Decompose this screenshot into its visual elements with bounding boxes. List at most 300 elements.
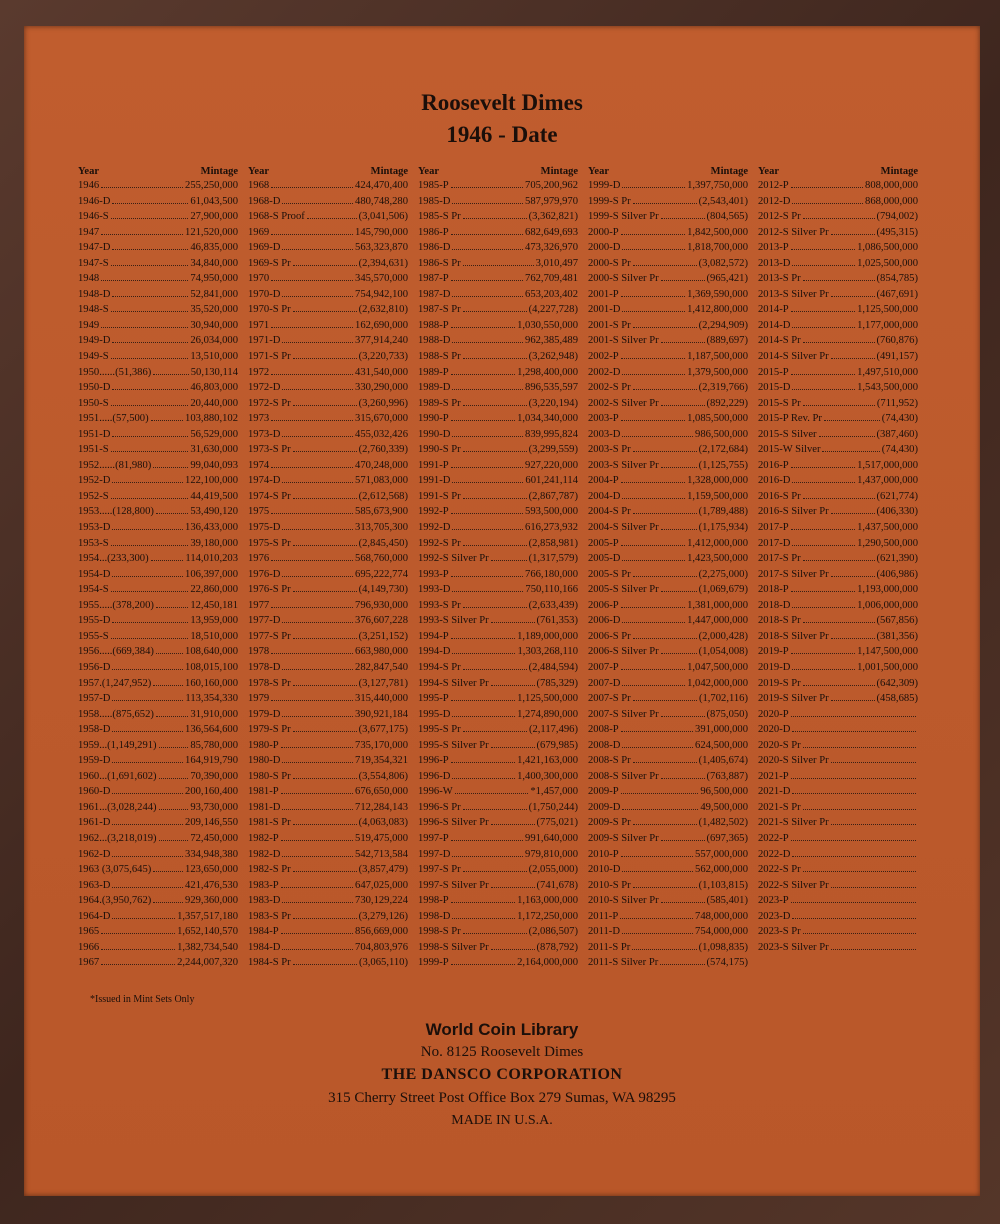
leader-dots [271, 234, 353, 235]
mintage-row [758, 691, 918, 707]
mintage-row [758, 287, 918, 303]
mintage-value: 1,397,750,000 [687, 180, 748, 191]
mintage-row [78, 365, 238, 381]
mintage-row [418, 473, 578, 489]
mintage-row [588, 318, 748, 334]
mintage-row [78, 567, 238, 583]
leader-dots [622, 249, 685, 250]
leader-dots [156, 653, 183, 654]
leader-dots [822, 451, 879, 452]
mintage-value: 2,164,000,000 [517, 957, 578, 969]
year-label: 2004-S Pr [588, 506, 631, 518]
year-label: 1998-S Silver Pr [418, 941, 489, 953]
year-label: 1994-D [418, 646, 451, 658]
mintage-row [588, 909, 748, 925]
mintage-row [248, 769, 408, 785]
year-label: 2006-S Pr [588, 630, 631, 642]
mintage-value: 1,147,500,000 [857, 646, 918, 658]
mintage-value: 1,290,500,000 [857, 537, 918, 549]
mintage-row [758, 769, 918, 785]
year-label: 2018-S Silver Pr [758, 630, 829, 642]
leader-dots [451, 467, 523, 468]
mintage-value: 762,709,481 [525, 273, 578, 285]
year-label: 1980-D [248, 755, 281, 767]
year-label: 1974 [248, 459, 270, 471]
year-label: 1959-D [78, 755, 111, 767]
mintage-value: 30,940,000 [190, 319, 238, 331]
mintage-column [418, 165, 578, 971]
leader-dots [293, 824, 357, 825]
leader-dots [632, 949, 696, 950]
mintage-row [418, 302, 578, 318]
mintage-row [78, 722, 238, 738]
year-header: Year [78, 166, 99, 177]
mintage-value: (2,117,496) [528, 724, 578, 736]
mintage-value: 839,995,824 [525, 428, 578, 440]
leader-dots [463, 451, 527, 452]
mintage-row [588, 504, 748, 520]
year-label: 2019-P [758, 646, 789, 658]
year-label: 2010-S Pr [588, 879, 631, 891]
mintage-value: 754,942,100 [355, 288, 408, 300]
mintage-row [418, 691, 578, 707]
year-label: 1971-D [248, 335, 281, 347]
mintage-value: 1,303,268,110 [517, 646, 578, 658]
leader-dots [661, 591, 697, 592]
mintage-row [248, 380, 408, 396]
leader-dots [452, 296, 523, 297]
footer-address: 315 Cherry Street Post Office Box 279 Sumas, WA 98295 [328, 1090, 676, 1106]
leader-dots [622, 933, 693, 934]
mintage-row [588, 427, 748, 443]
leader-dots [159, 778, 189, 779]
year-label: 2005-S Silver Pr [588, 584, 659, 596]
leader-dots [281, 887, 353, 888]
year-label: 1994-S Silver Pr [418, 677, 489, 689]
year-label: 2020-D [758, 724, 791, 736]
year-label: 1961-D [78, 817, 111, 829]
leader-dots [791, 778, 916, 779]
mintage-value: (406,986) [876, 568, 918, 580]
year-label: 1981-P [248, 786, 279, 798]
mintage-row [248, 489, 408, 505]
leader-dots [831, 296, 875, 297]
mintage-row [588, 644, 748, 660]
leader-dots [112, 436, 188, 437]
mintage-value: 1,543,500,000 [857, 382, 918, 394]
mintage-row [758, 629, 918, 645]
mintage-value: 1,085,500,000 [687, 413, 748, 425]
mintage-value: (2,632,810) [358, 304, 408, 316]
year-label: 1988-D [418, 335, 451, 347]
mintage-value: (2,275,000) [698, 568, 748, 580]
leader-dots [111, 451, 189, 452]
leader-dots [282, 482, 353, 483]
mintage-row [418, 738, 578, 754]
year-label: 2019-D [758, 661, 791, 673]
year-label: 1950-S [78, 397, 109, 409]
column-header [418, 165, 578, 178]
year-label: 2004-S Silver Pr [588, 522, 659, 534]
mintage-row [78, 489, 238, 505]
leader-dots [803, 933, 916, 934]
mintage-value: 424,470,400 [355, 180, 408, 191]
leader-dots [153, 871, 183, 872]
mintage-row [78, 878, 238, 894]
leader-dots [463, 311, 527, 312]
leader-dots [452, 918, 515, 919]
mintage-value: (3,220,194) [528, 397, 578, 409]
mintage-value: 1,172,250,000 [517, 910, 578, 922]
leader-dots [111, 498, 189, 499]
leader-dots [831, 576, 875, 577]
year-label: 1987-S Pr [418, 304, 461, 316]
mintage-value: 31,910,000 [190, 708, 238, 720]
year-label: 2006-P [588, 599, 619, 611]
mintage-value: (1,405,674) [698, 755, 748, 767]
mintage-value: 103,880,102 [185, 413, 238, 425]
leader-dots [111, 358, 189, 359]
mintage-value: 663,980,000 [355, 646, 408, 658]
leader-dots [621, 545, 685, 546]
mintage-value: 114,010,203 [185, 553, 238, 565]
mintage-value: 46,803,000 [190, 382, 238, 394]
mintage-value: (2,760,339) [358, 444, 408, 456]
mintage-value: 719,354,321 [355, 755, 408, 767]
mintage-row [588, 458, 748, 474]
mintage-value: 61,043,500 [190, 195, 238, 207]
mintage-value: 1,025,500,000 [857, 257, 918, 269]
leader-dots [463, 607, 527, 608]
year-label: 2021-S Silver Pr [758, 817, 829, 829]
leader-dots [293, 358, 357, 359]
mintage-value: (3,065,110) [358, 957, 408, 969]
year-label: 2012-S Pr [758, 211, 801, 223]
year-label: 2022-P [758, 832, 789, 844]
year-label: 1986-P [418, 226, 449, 238]
mintage-value: 108,640,000 [185, 646, 238, 658]
mintage-value: 53,490,120 [190, 506, 238, 518]
mintage-sheet [24, 26, 980, 1196]
mintage-row [248, 551, 408, 567]
leader-dots [153, 685, 183, 686]
mintage-value: 1,177,000,000 [857, 319, 918, 331]
year-header: Year [588, 166, 609, 177]
footer-product: No. 8125 Roosevelt Dimes [420, 1044, 584, 1060]
leader-dots [792, 607, 855, 608]
mintage-row [588, 924, 748, 940]
leader-dots [159, 809, 189, 810]
year-label: 2008-S Silver Pr [588, 770, 659, 782]
year-label: 2013-S Pr [758, 273, 801, 285]
mintage-value: (3,041,506) [358, 211, 408, 223]
mintage-row [758, 784, 918, 800]
year-label: 2008-P [588, 724, 619, 736]
mintage-value: (1,069,679) [698, 584, 748, 596]
mintage-row [78, 815, 238, 831]
leader-dots [633, 700, 697, 701]
leader-dots [792, 203, 863, 204]
mintage-value: 31,630,000 [190, 444, 238, 456]
mintage-value: 896,535,597 [525, 382, 578, 394]
mintage-row [418, 240, 578, 256]
leader-dots [803, 405, 875, 406]
mintage-row [78, 473, 238, 489]
year-label: 2023-D [758, 910, 791, 922]
year-label: 2015-P [758, 366, 789, 378]
mintage-value: 1,006,000,000 [857, 599, 918, 611]
mintage-value: (4,227,728) [528, 304, 578, 316]
leader-dots [792, 918, 916, 919]
leader-dots [791, 653, 855, 654]
mintage-value: *1,457,000 [530, 786, 578, 798]
leader-dots [111, 311, 189, 312]
leader-dots [463, 218, 527, 219]
mintage-value: (965,421) [706, 273, 748, 285]
mintage-value: 568,760,000 [355, 553, 408, 565]
leader-dots [633, 576, 697, 577]
leader-dots [293, 685, 357, 686]
leader-dots [282, 809, 353, 810]
leader-dots [153, 467, 188, 468]
mintage-value: 421,476,530 [185, 879, 238, 891]
leader-dots [621, 669, 685, 670]
leader-dots [271, 700, 353, 701]
mintage-header: Mintage [370, 166, 408, 177]
mintage-value: 46,835,000 [190, 242, 238, 254]
mintage-row [588, 225, 748, 241]
mintage-row [248, 427, 408, 443]
mintage-value: 563,323,870 [355, 242, 408, 254]
leader-dots [463, 405, 527, 406]
mintage-row [588, 722, 748, 738]
mintage-row [588, 878, 748, 894]
leader-dots [293, 964, 357, 965]
year-label: 1985-D [418, 195, 451, 207]
year-label: 1996-W [418, 786, 453, 798]
year-header: Year [248, 166, 269, 177]
mintage-value: 616,273,932 [525, 522, 578, 534]
year-label: 1995-S Pr [418, 724, 461, 736]
leader-dots [463, 933, 527, 934]
leader-dots [661, 405, 705, 406]
mintage-value: (3,279,126) [358, 910, 408, 922]
mintage-row [758, 924, 918, 940]
mintage-table [78, 165, 948, 969]
mintage-value: 1,030,550,000 [517, 319, 578, 331]
leader-dots [463, 498, 527, 499]
leader-dots [803, 747, 916, 748]
leader-dots [633, 638, 697, 639]
mintage-row [78, 333, 238, 349]
leader-dots [293, 545, 357, 546]
leader-dots [661, 716, 705, 717]
year-label: 1949-S [78, 351, 109, 363]
leader-dots [831, 513, 875, 514]
mintage-row [758, 800, 918, 816]
leader-dots [621, 607, 685, 608]
mintage-row [418, 209, 578, 225]
mintage-value: 653,203,402 [525, 288, 578, 300]
mintage-value: 704,803,976 [355, 941, 408, 953]
leader-dots [792, 389, 855, 390]
leader-dots [463, 809, 527, 810]
leader-dots [153, 374, 188, 375]
year-label: 1964-D [78, 910, 111, 922]
year-label: 1977-D [248, 615, 281, 627]
mintage-row [588, 302, 748, 318]
mintage-row [418, 924, 578, 940]
mintage-value: (574,175) [706, 957, 748, 969]
mintage-row [758, 831, 918, 847]
mintage-row [248, 660, 408, 676]
year-label: 1985-S Pr [418, 211, 461, 223]
mintage-row [588, 691, 748, 707]
mintage-row [758, 909, 918, 925]
mintage-row [418, 520, 578, 536]
mintage-row [588, 536, 748, 552]
mintage-value: (495,315) [876, 226, 918, 238]
leader-dots [281, 793, 353, 794]
year-label: 1972-S Pr [248, 397, 291, 409]
year-label: 1973-S Pr [248, 444, 291, 456]
leader-dots [803, 622, 875, 623]
year-label: 2011-P [588, 910, 619, 922]
mintage-row [758, 676, 918, 692]
leader-dots [633, 203, 697, 204]
mintage-row [248, 520, 408, 536]
mintage-value: (2,086,507) [528, 926, 578, 938]
year-label: 2021-S Pr [758, 801, 801, 813]
mintage-row [248, 924, 408, 940]
leader-dots [282, 436, 353, 437]
leader-dots [281, 840, 353, 841]
mintage-value: (621,774) [876, 490, 918, 502]
mintage-value: 676,650,000 [355, 786, 408, 798]
year-label: 2001-D [588, 304, 621, 316]
mintage-row [758, 753, 918, 769]
year-label: 2012-S Silver Pr [758, 226, 829, 238]
mintage-value: (1,482,502) [698, 817, 748, 829]
leader-dots [451, 700, 515, 701]
mintage-value: (1,702,116) [698, 693, 748, 705]
year-label: 1949-D [78, 335, 111, 347]
mintage-value: 1,187,500,000 [687, 351, 748, 363]
mintage-value: (760,876) [876, 335, 918, 347]
leader-dots [282, 716, 353, 717]
year-label: 1975 [248, 506, 270, 518]
leader-dots [282, 762, 353, 763]
mintage-row [588, 831, 748, 847]
mintage-value: 49,500,000 [700, 801, 748, 813]
leader-dots [271, 374, 353, 375]
year-label: 2019-S Silver Pr [758, 693, 829, 705]
year-label: 1969 [248, 226, 270, 238]
mintage-value: (2,319,766) [698, 382, 748, 394]
leader-dots [452, 653, 515, 654]
leader-dots [271, 420, 353, 421]
leader-dots [622, 747, 693, 748]
mintage-row [78, 862, 238, 878]
leader-dots [661, 840, 705, 841]
mintage-row [418, 178, 578, 194]
leader-dots [792, 669, 855, 670]
year-label: 2014-S Silver Pr [758, 351, 829, 363]
leader-dots [622, 622, 685, 623]
mintage-value: 1,189,000,000 [517, 630, 578, 642]
year-label: 2003-S Silver Pr [588, 459, 659, 471]
leader-dots [111, 638, 189, 639]
mintage-value: 1,412,800,000 [687, 304, 748, 316]
mintage-value: (567,856) [876, 615, 918, 627]
mintage-header: Mintage [540, 166, 578, 177]
year-label: 1990-P [418, 413, 449, 425]
mintage-row [418, 800, 578, 816]
mintage-value: 750,110,166 [525, 584, 578, 596]
mintage-row [418, 644, 578, 660]
leader-dots [792, 793, 916, 794]
mintage-value: 96,500,000 [700, 786, 748, 798]
leader-dots [803, 218, 875, 219]
mintage-row [248, 613, 408, 629]
year-label: 1996-P [418, 755, 449, 767]
year-label: 2016-S Silver Pr [758, 506, 829, 518]
mintage-row [418, 380, 578, 396]
leader-dots [791, 716, 916, 717]
mintage-value: 345,570,000 [355, 273, 408, 285]
leader-dots [282, 902, 353, 903]
year-label: 1989-D [418, 382, 451, 394]
mintage-value: (585,401) [706, 895, 748, 907]
mintage-value: 1,034,340,000 [517, 413, 578, 425]
mintage-value: 1,159,500,000 [687, 490, 748, 502]
mintage-row [248, 194, 408, 210]
leader-dots [633, 887, 697, 888]
mintage-value: 377,914,240 [355, 335, 408, 347]
mintage-value: 601,241,114 [525, 475, 578, 487]
year-label: 2015-P Rev. Pr [758, 413, 822, 425]
mintage-row [418, 333, 578, 349]
mintage-row [758, 722, 918, 738]
mintage-value: 108,015,100 [185, 661, 238, 673]
year-label: 2012-D [758, 195, 791, 207]
mintage-value: (4,149,730) [358, 584, 408, 596]
mintage-value: 748,000,000 [695, 910, 748, 922]
leader-dots [633, 389, 697, 390]
leader-dots [491, 949, 535, 950]
leader-dots [271, 467, 353, 468]
year-label: 2007-S Silver Pr [588, 708, 659, 720]
leader-dots [451, 280, 523, 281]
mintage-header: Mintage [710, 166, 748, 177]
mintage-row [588, 271, 748, 287]
year-label: 1992-P [418, 506, 449, 518]
year-label: 2003-S Pr [588, 444, 631, 456]
year-label: 2000-D [588, 242, 621, 254]
mintage-row [248, 396, 408, 412]
mintage-value: 519,475,000 [355, 832, 408, 844]
leader-dots [101, 187, 183, 188]
leader-dots [622, 498, 685, 499]
mintage-value: (2,612,568) [358, 490, 408, 502]
leader-dots [791, 840, 916, 841]
mintage-value: (4,063,083) [358, 817, 408, 829]
page-title: Roosevelt Dimes [421, 90, 583, 115]
mintage-row [248, 691, 408, 707]
year-label: 1982-D [248, 848, 281, 860]
mintage-row [588, 707, 748, 723]
mintage-row [78, 847, 238, 863]
